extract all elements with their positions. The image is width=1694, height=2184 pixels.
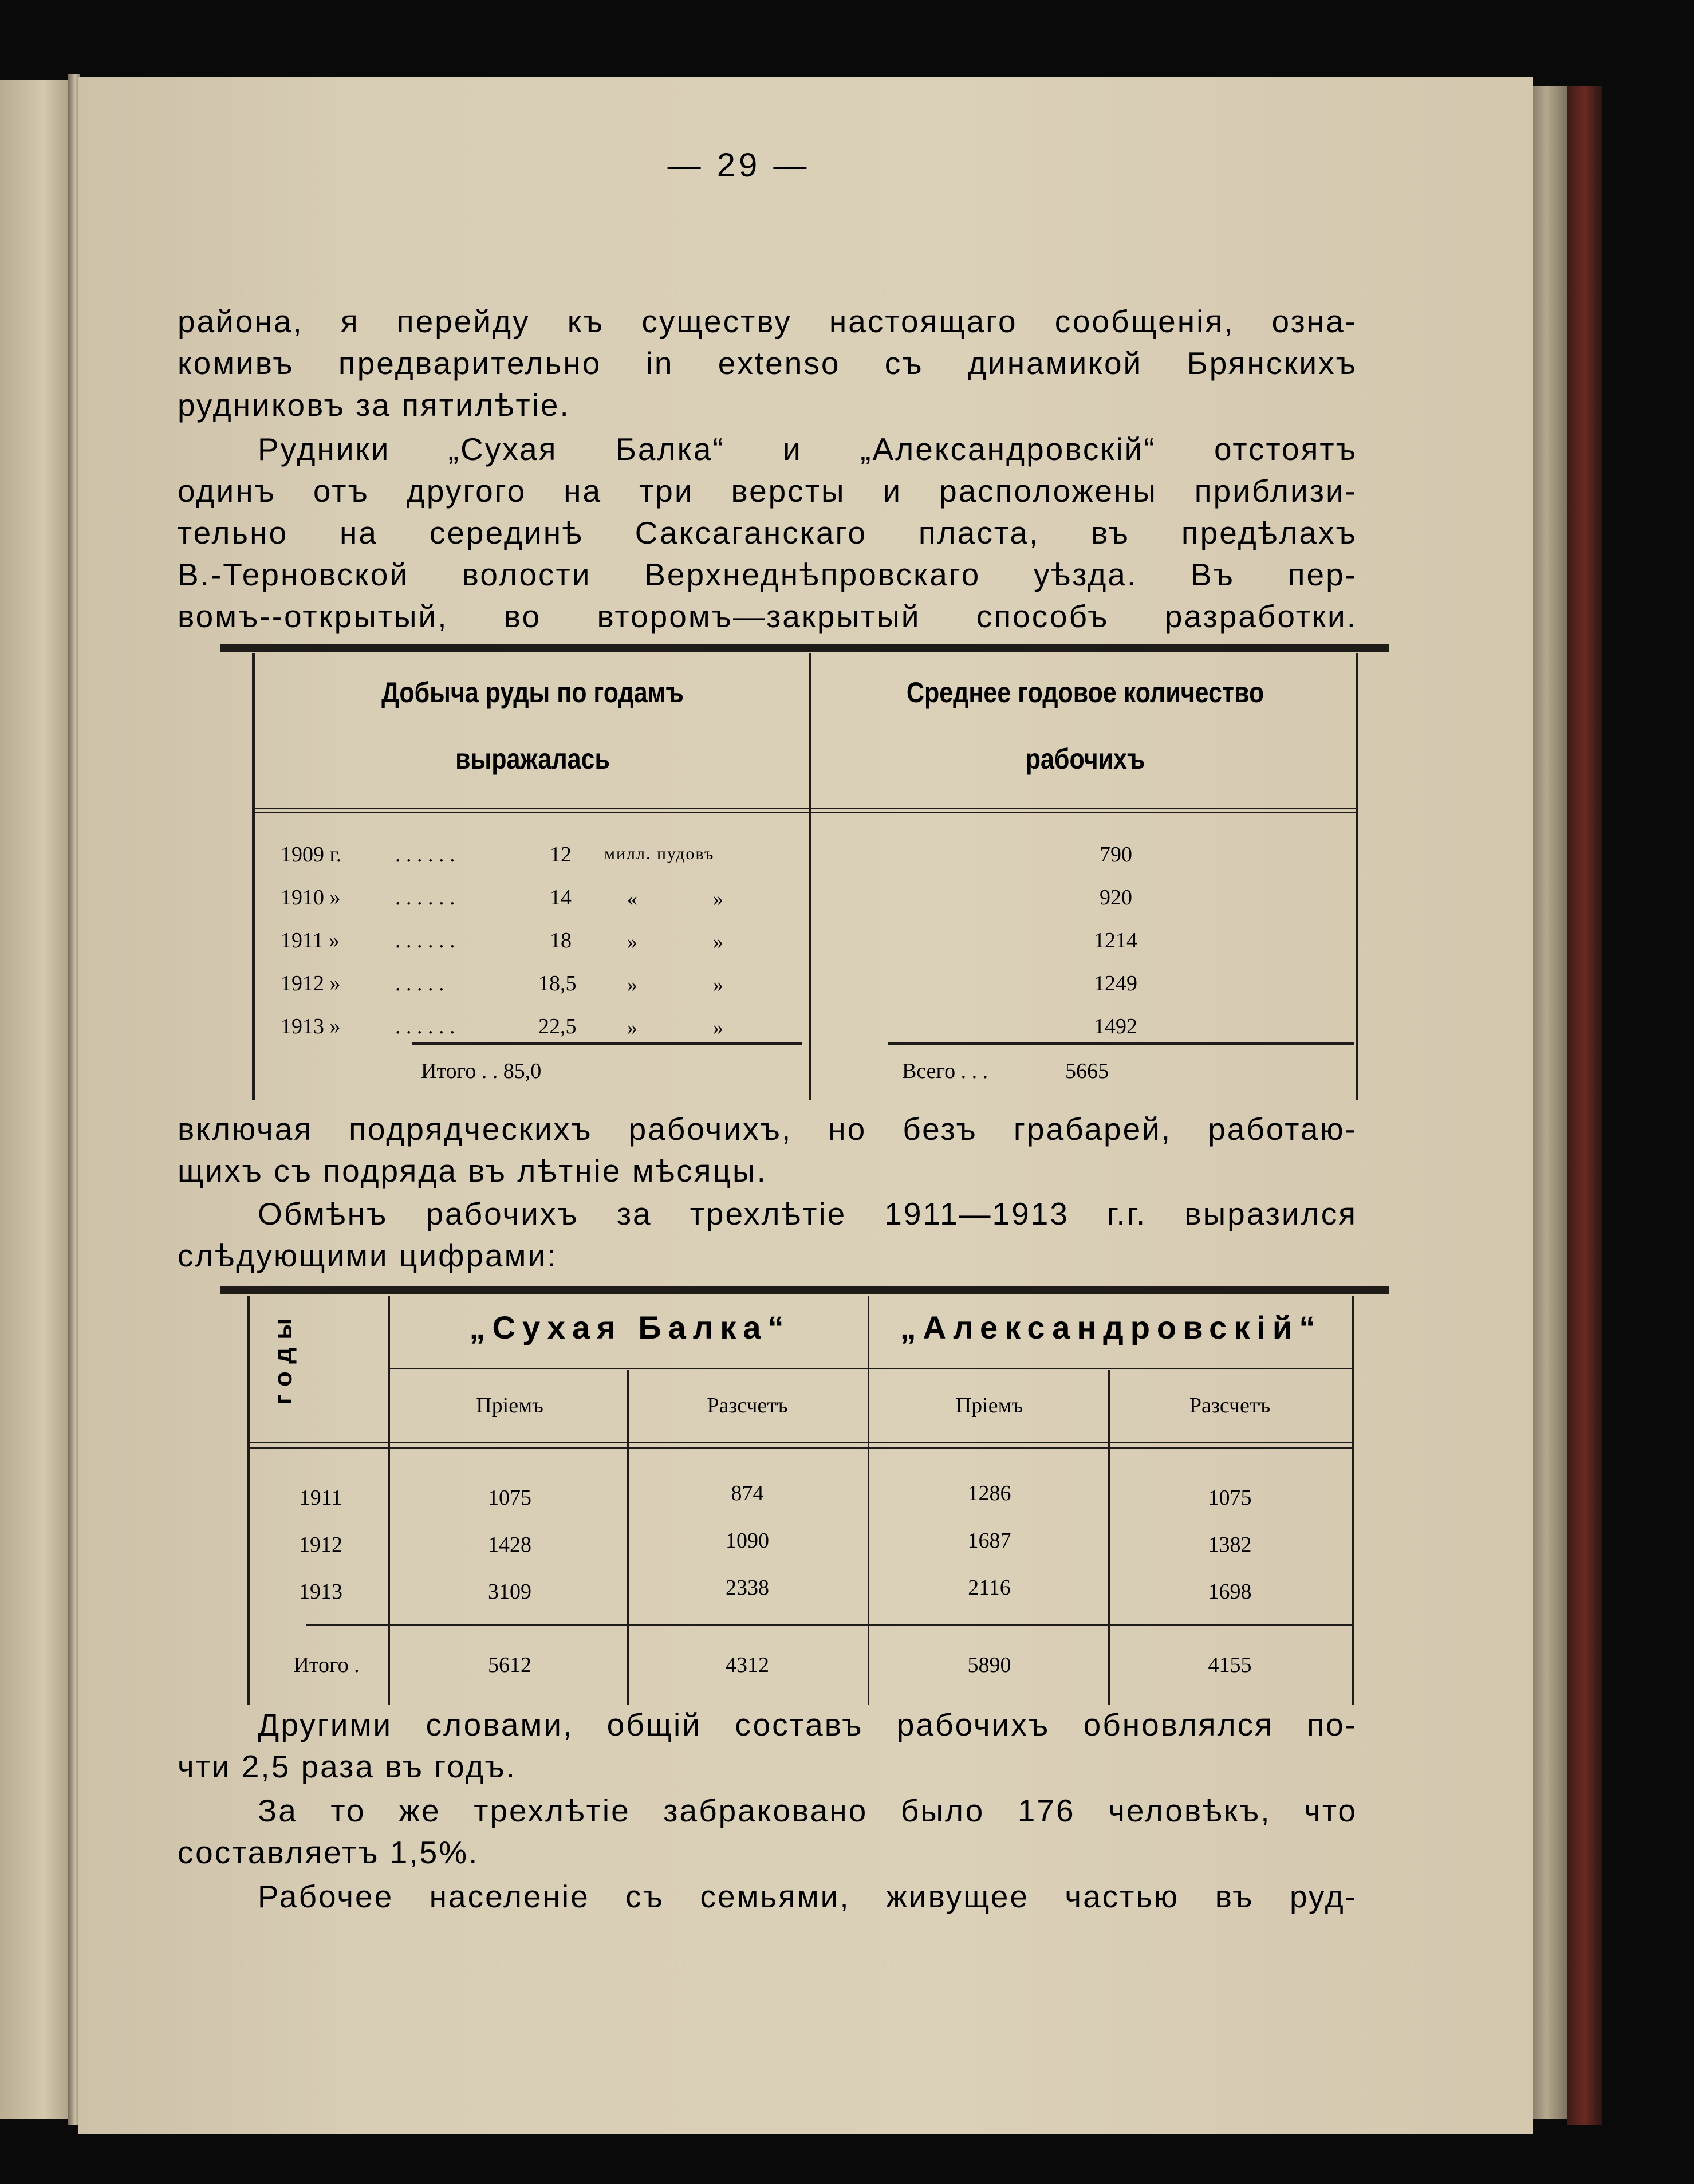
paragraph-4	[178, 1193, 1357, 1277]
table1-total-right-label: Всего . . .	[902, 1059, 988, 1083]
table2-group-aleksandrovsky: „Александровскій“	[900, 1309, 1322, 1345]
paragraph-6	[178, 1790, 1357, 1874]
table2-subheader: Пріемъ	[476, 1394, 543, 1418]
table2-subheader: Разсчетъ	[1189, 1394, 1271, 1418]
table1-total-right-value: 5665	[1065, 1059, 1109, 1083]
text-line: вомъ--открытый, во второмъ—закрытый способъ разработки.	[178, 599, 1357, 634]
text-line: Другими словами, общій составъ рабочихъ обновлялся по-	[258, 1707, 1357, 1742]
table1-header-left: Добыча руды по годамъ	[381, 676, 684, 709]
table1-header-left-2: выражалась	[455, 743, 610, 775]
left-page-edge	[0, 80, 73, 2119]
text-line: Обмѣнъ рабочихъ за трехлѣтіе 1911—1913 г.г. выразился	[258, 1196, 1357, 1231]
text-line: рудниковъ за пятилѣтіе.	[178, 387, 570, 423]
text-line: Рудники „Сухая Балка“ и „Александровскій“ отстоятъ	[258, 431, 1357, 467]
text-line: тельно на серединѣ Саксаганскаго пласта, въ предѣлахъ	[178, 515, 1357, 550]
text-line: щихъ съ подряда въ лѣтніе мѣсяцы.	[178, 1153, 767, 1189]
table2-group-sukhaya-balka: „Сухая Балка“	[469, 1309, 791, 1345]
table2-years-header: годы	[269, 1310, 297, 1405]
page-edges	[1533, 86, 1567, 2119]
table1-header-right-2: рабочихъ	[1025, 743, 1145, 775]
text-line: чти 2,5 раза въ годъ.	[178, 1749, 517, 1784]
text-line: За то же трехлѣтіе забраковано было 176 человѣкъ, что	[258, 1793, 1357, 1828]
paragraph-5	[178, 1704, 1357, 1788]
paragraph-2	[178, 428, 1357, 638]
table1-header-right: Среднее годовое количество	[906, 676, 1264, 709]
text-line: Рабочее населеніе съ семьями, живущее частью въ руд-	[258, 1879, 1357, 1914]
table2-subheader: Пріемъ	[955, 1394, 1023, 1418]
paragraph-1	[178, 301, 1357, 426]
page-number: — 29 —	[667, 147, 810, 184]
text-line: слѣдующими цифрами:	[178, 1238, 558, 1273]
text-line: одинъ отъ другого на три версты и расположены приблизи-	[178, 473, 1357, 509]
table1-total-left: Итого . . 85,0	[421, 1059, 542, 1083]
text-line: составляетъ 1,5%.	[178, 1835, 479, 1870]
book-cover	[1567, 86, 1602, 2125]
text-line: включая подрядческихъ рабочихъ, но безъ грабарей, работаю-	[178, 1111, 1357, 1147]
text-line: комивъ предварительно in extenso съ динамикой Брянскихъ	[178, 345, 1357, 381]
table2-subheader: Разсчетъ	[707, 1394, 788, 1418]
text-line: района, я перейду къ существу настоящаго сообщенія, озна-	[178, 304, 1357, 339]
paragraph-3	[178, 1108, 1357, 1192]
text-line: В.-Терновской волости Верхнеднѣпровскаго уѣзда. Въ пер-	[178, 557, 1357, 592]
paragraph-7	[178, 1876, 1357, 1918]
